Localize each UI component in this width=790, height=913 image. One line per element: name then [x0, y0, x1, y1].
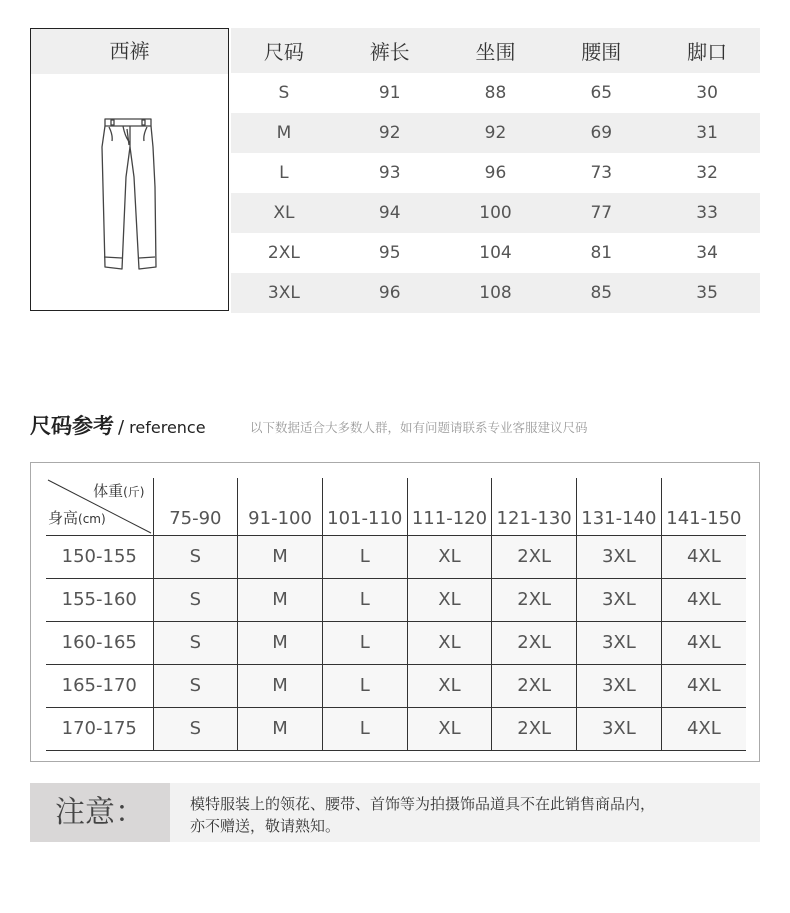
size-table-row: [231, 153, 760, 193]
size-cell: M: [238, 707, 323, 750]
size-cell: 2XL: [492, 707, 577, 750]
weight-axis-label: [93, 480, 144, 501]
height-range-cell: 155-160: [46, 578, 153, 621]
size-cell: S: [153, 707, 238, 750]
size-table-cell: 104: [479, 243, 512, 263]
size-cell: 4XL: [661, 707, 746, 750]
size-cell: M: [238, 578, 323, 621]
size-table-header: [231, 28, 760, 73]
size-cell: 2XL: [492, 621, 577, 664]
size-cell: 3XL: [577, 535, 662, 578]
size-cell: M: [238, 621, 323, 664]
size-cell: XL: [407, 578, 492, 621]
size-table-cell: M: [276, 123, 292, 143]
size-cell: 4XL: [661, 664, 746, 707]
size-cell: 3XL: [577, 578, 662, 621]
notice-panel: [30, 783, 760, 842]
size-table-cell: 3XL: [267, 283, 300, 303]
size-table-cell: 2XL: [267, 243, 300, 263]
size-measurement-table: [231, 28, 760, 313]
size-cell: 3XL: [577, 621, 662, 664]
size-cell: XL: [407, 707, 492, 750]
size-table-cell: 108: [479, 283, 512, 303]
size-table-cell: 65: [590, 83, 613, 103]
size-table-cell: 32: [696, 163, 718, 183]
size-cell: M: [238, 535, 323, 578]
size-table-cell: 33: [696, 203, 718, 223]
notice-label: 注意：: [30, 783, 170, 842]
size-table-cell: 92: [484, 123, 507, 143]
reference-row: [46, 578, 746, 621]
size-table-cell: 96: [378, 283, 401, 303]
size-header-cell: 裤长: [369, 40, 410, 64]
weight-label: 体重: [93, 482, 124, 500]
size-cell: S: [153, 621, 238, 664]
size-table-cell: 31: [696, 123, 718, 143]
size-header-cell: 坐围: [475, 40, 516, 64]
size-cell: L: [322, 535, 407, 578]
size-table-cell: 92: [378, 123, 401, 143]
size-cell: 3XL: [577, 707, 662, 750]
size-table-cell: 85: [590, 283, 613, 303]
size-table-cell: 95: [378, 243, 401, 263]
size-cell: S: [153, 535, 238, 578]
weight-range-header: 91-100: [238, 478, 323, 535]
reference-title: 尺码参考: [30, 414, 114, 438]
reference-panel: [30, 462, 760, 762]
height-axis-label: [48, 507, 106, 528]
weight-unit: (斤): [123, 485, 145, 499]
size-cell: S: [153, 578, 238, 621]
size-cell: 4XL: [661, 535, 746, 578]
size-table-cell: 96: [484, 163, 507, 183]
size-header-cell: 脚口: [687, 40, 728, 64]
size-cell: 4XL: [661, 578, 746, 621]
reference-corner-cell: [46, 478, 153, 535]
size-table-cell: 35: [696, 283, 718, 303]
height-unit: (cm): [78, 511, 106, 526]
size-table-row: [231, 113, 760, 153]
reference-row: [46, 664, 746, 707]
size-cell: 2XL: [492, 664, 577, 707]
height-range-cell: 160-165: [46, 621, 153, 664]
size-table-cell: 93: [378, 163, 401, 183]
notice-text: [190, 793, 750, 837]
height-range-cell: 170-175: [46, 707, 153, 750]
reference-header-row: [46, 478, 746, 535]
size-table-cell: 69: [590, 123, 613, 143]
size-cell: 4XL: [661, 621, 746, 664]
reference-slash: /: [118, 417, 125, 438]
size-table-cell: S: [278, 83, 290, 103]
reference-row: [46, 535, 746, 578]
height-label: 身高: [48, 508, 79, 527]
size-cell: L: [322, 707, 407, 750]
size-header-cell: 尺码: [263, 40, 304, 64]
size-table-cell: 94: [378, 203, 401, 223]
size-cell: L: [322, 621, 407, 664]
size-table-cell: 81: [590, 243, 613, 263]
reference-row: [46, 621, 746, 664]
reference-row: [46, 707, 746, 750]
weight-range-header: 111-120: [407, 478, 492, 535]
size-cell: 3XL: [577, 664, 662, 707]
reference-note: 以下数据适合大多数人群，如有问题请联系专业客服建议尺码: [250, 420, 588, 435]
height-range-cell: 165-170: [46, 664, 153, 707]
size-table-cell: 34: [696, 243, 718, 263]
size-header-cell: 腰围: [581, 40, 622, 64]
size-table-cell: 77: [590, 203, 613, 223]
weight-range-header: 75-90: [153, 478, 238, 535]
size-table-cell: L: [279, 163, 289, 183]
reference-subtitle: reference: [129, 418, 206, 437]
size-cell: L: [322, 578, 407, 621]
weight-range-header: 121-130: [492, 478, 577, 535]
garment-title: 西裤: [31, 29, 228, 74]
trousers-icon: [99, 117, 161, 275]
weight-range-header: 141-150: [661, 478, 746, 535]
size-table-cell: 91: [378, 83, 401, 103]
size-table-row: [231, 273, 760, 313]
reference-heading: [30, 410, 206, 440]
size-reference-grid: [46, 478, 746, 751]
size-table-cell: XL: [273, 203, 295, 223]
size-table-row: [231, 193, 760, 233]
size-table-cell: 30: [696, 83, 718, 103]
garment-panel: [30, 28, 229, 311]
size-table-row: [231, 233, 760, 273]
size-cell: M: [238, 664, 323, 707]
size-cell: XL: [407, 664, 492, 707]
size-table-cell: 88: [484, 83, 507, 103]
size-table-row: [231, 73, 760, 113]
size-table-cell: 100: [479, 203, 512, 223]
size-cell: XL: [407, 535, 492, 578]
height-range-cell: 150-155: [46, 535, 153, 578]
size-cell: 2XL: [492, 578, 577, 621]
weight-range-header: 131-140: [577, 478, 662, 535]
size-cell: XL: [407, 621, 492, 664]
notice-line: 亦不赠送，敬请熟知。: [190, 817, 341, 835]
size-cell: L: [322, 664, 407, 707]
size-table-cell: 73: [590, 163, 613, 183]
notice-line: 模特服装上的领花、腰带、首饰等为拍摄饰品道具不在此销售商品内，: [190, 795, 656, 813]
size-cell: 2XL: [492, 535, 577, 578]
size-cell: S: [153, 664, 238, 707]
weight-range-header: 101-110: [322, 478, 407, 535]
